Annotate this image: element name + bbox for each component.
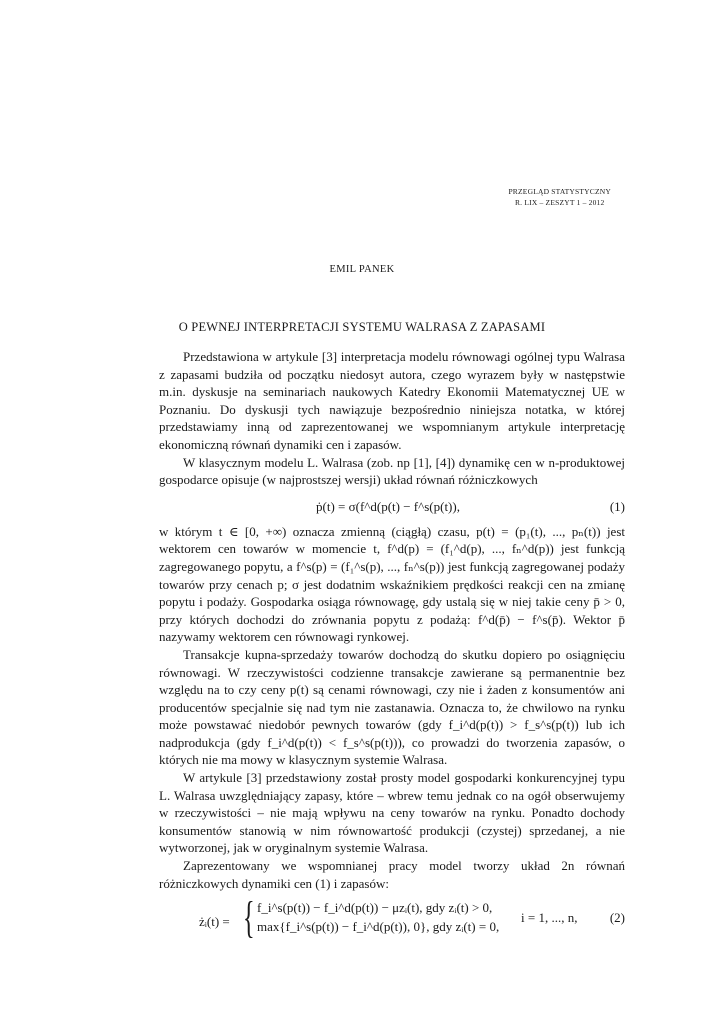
journal-name: PRZEGLĄD STATYSTYCZNY xyxy=(508,187,611,196)
left-brace-icon: { xyxy=(243,893,255,943)
author-name: EMIL PANEK xyxy=(329,264,395,275)
paragraph-1: Przedstawiona w artykule [3] interpretacja modelu równowagi ogólnej typu Walrasa z zapasami budziła od początku niedosyt autora, czego wyrazem były w następstwie m.in. dyskusje na seminariach naukowych Katedry Ekonomii Matematycznej UE w Poznaniu. Do dyskusji tych nawiązuje bezpośrednio niniejsza notatka, w której przedstawiamy inną od zaprezentowanej we wspomnianym artykule interpretację ekonomiczną równań dynamiki cen i zapasów. xyxy=(159,349,625,452)
equation-2-case-2: max{f_i^s(p(t)) − f_i^d(p(t)), 0}, gdy zᵢ(t) = 0, xyxy=(257,919,500,935)
equation-2-case-1: f_i^s(p(t)) − f_i^d(p(t)) − μzᵢ(t), gdy zᵢ(t) > 0, xyxy=(257,900,493,916)
article-title: O PEWNEJ INTERPRETACJI SYSTEMU WALRASA Z ZAPASAMI xyxy=(178,320,546,334)
journal-issue: R. LIX – ZESZYT 1 – 2012 xyxy=(514,198,605,207)
equation-2-number: (2) xyxy=(609,910,625,926)
equation-1 xyxy=(159,489,625,523)
equation-2 xyxy=(159,894,625,952)
paragraph-2: W klasycznym modelu L. Walrasa (zob. np [1], [4]) dynamikę cen w n-produktowej gospodarce opisuje (w najprostszej wersji) układ równań różniczkowych xyxy=(159,454,625,488)
paragraph-4: Transakcje kupna-sprzedaży towarów dochodzą do skutku dopiero po osiągnięciu równowagi. W rzeczywistości codzienne transakcje zawierane są permanentnie bez względu na to czy ceny p(t) są cenami równowagi, czy nie i żaden z konsumentów ani producentów specjalnie się nad tym nie zastanawia. Oznacza to, że chwilowo na rynku może powstawać niedobór pewnych towarów (gdy f_i^d(p(t)) > f_s^s(p(t)) lub ich nadprodukcja (gdy f_i^d(p(t)) < f_s^s(p(t))), co prowadzi do tworzenia zapasów, o których nie ma mowy w klasycznym systemie Walrasa. xyxy=(159,646,625,768)
article-body xyxy=(159,348,625,952)
equation-2-condition: i = 1, ..., n, xyxy=(521,910,578,926)
paragraph-5: W artykule [3] przedstawiony został prosty model gospodarki konkurencyjnej typu L. Walrasa uwzględniający zapasy, które – wbrew temu jednak co na ogół obserwujemy w rzeczywistości – nie mają wpływu na ceny towarów na rynku. Ponadto dochody konsumentów stanowią w nim równowartość produkcji (czystej) sprzedanej, a nie wytworzonej, jak w oryginalnym systemie Walrasa. xyxy=(159,770,625,856)
journal-header xyxy=(508,186,611,208)
equation-1-number: (1) xyxy=(609,498,625,514)
equation-2-lhs: żᵢ(t) = xyxy=(199,914,230,930)
paragraph-3: w którym t ∈ [0, +∞) oznacza zmienną (ciągłą) czasu, p(t) = (p₁(t), ..., pₙ(t)) jest wektorem cen towarów w momencie t, f^d(p) = (f₁^d(p), ..., fₙ^d(p)) jest funkcją zagregowanego popytu, a f^s(p) = (f₁^s(p), ..., fₙ^s(p)) jest funkcją zagregowanej podaży towarów przy cenach p; σ jest dodatnim wskaźnikiem prędkości reakcji cen na zmianę popytu i podaży. Gospodarka osiąga równowagę, gdy ustalą się w niej takie ceny p̄ > 0, przy których dochodzi do zrównania popytu z podażą: f^d(p̄) − f^s(p̄). Wektor p̄ nazywamy wektorem cen równowagi rynkowej. xyxy=(159,523,625,645)
paragraph-6: Zaprezentowany we wspomnianej pracy model tworzy układ 2n równań różniczkowych dynamiki cen (1) i zapasów: xyxy=(159,858,625,891)
equation-1-expression: ṗ(t) = σ(f^d(p(t) − f^s(p(t)), xyxy=(316,498,460,514)
